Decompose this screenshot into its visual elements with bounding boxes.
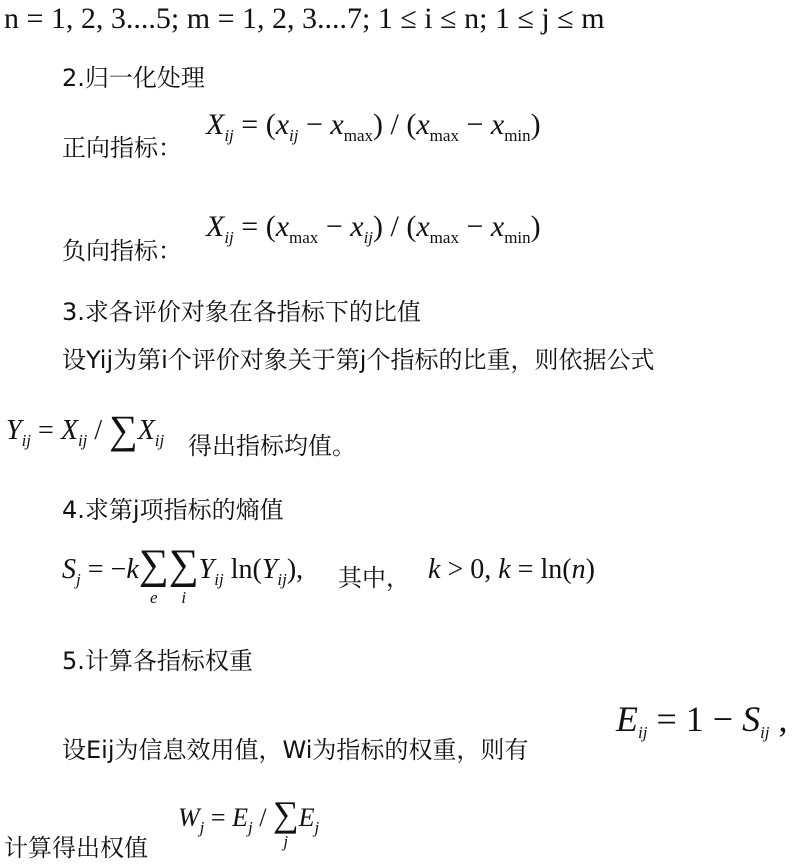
positive-indicator-label: 正向指标： xyxy=(62,134,182,162)
step4-heading: 4.求第j项指标的熵值 xyxy=(62,496,284,524)
step4-suffix: 其中， xyxy=(338,564,410,592)
negative-indicator-label: 负向指标： xyxy=(62,237,182,265)
index-range-text: n = 1, 2, 3....5; m = 1, 2, 3....7; 1 ≤ i ≤ n; 1 ≤ j ≤ m xyxy=(4,2,605,35)
step2-heading: 2.归一化处理 xyxy=(62,64,205,92)
step5-description: 设Eij为信息效用值，Wi为指标的权重，则有 xyxy=(62,736,529,764)
step3-suffix: 得出指标均值。 xyxy=(188,432,356,460)
utility-formula: Eij = 1 − Sij , xyxy=(616,699,788,742)
step3-description: 设Yij为第i个评价对象关于第j个指标的比重，则依据公式 xyxy=(62,346,655,374)
weight-formula: $W_j = E_j$ / ∑ j $E_j$ xyxy=(178,794,320,851)
step3-heading: 3.求各评价对象在各指标下的比值 xyxy=(62,298,421,326)
k-condition-formula: k > 0, k = ln(n) xyxy=(428,554,595,585)
negative-normalization-formula: $X_{ij} = (x_{max} - x_{ij}) / (x_{max} - x_{min})$ xyxy=(206,210,541,247)
step5-heading: 5.计算各指标权重 xyxy=(62,647,253,675)
entropy-formula: $S_j = -k$ ∑ e ∑ i $Y_{ij}$ $\ln(Y_{ij})$, xyxy=(62,542,304,607)
index-range-formula xyxy=(4,2,605,36)
step5-footer: 计算得出权值 xyxy=(4,834,148,862)
positive-normalization-formula: $X_{ij} = (x_{ij} - x_{max}) / (x_{max} - x_{min})$ xyxy=(206,108,541,145)
ratio-formula: $Y_{ij} = X_{ij} / \sum X_{ij}$ xyxy=(6,407,165,452)
